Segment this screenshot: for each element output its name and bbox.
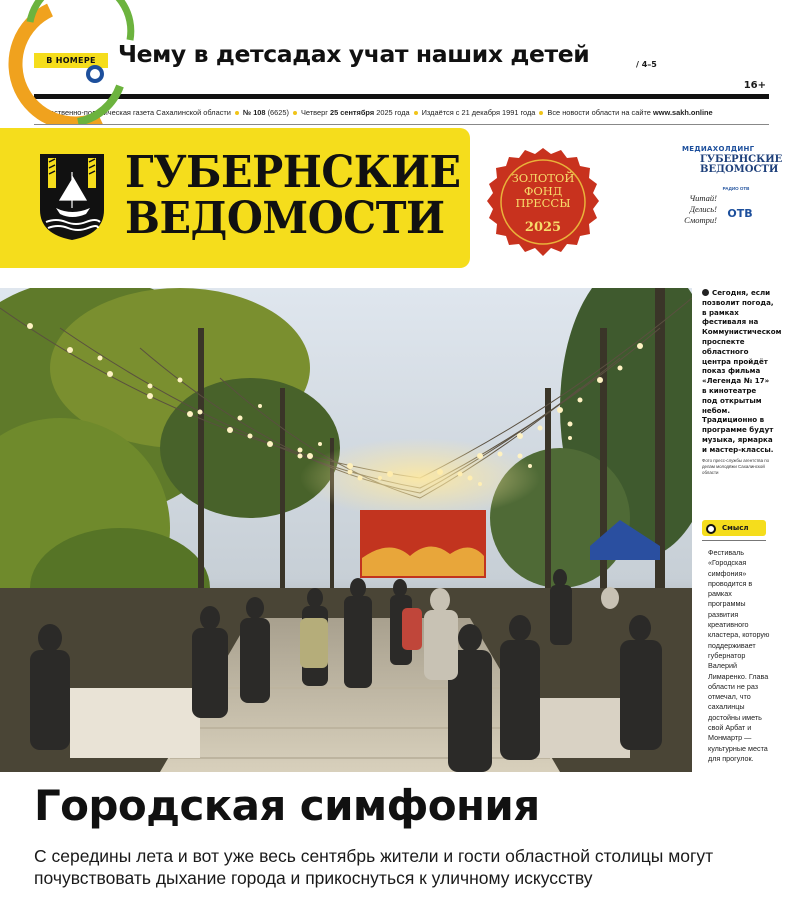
sidebar-lead xyxy=(702,288,782,455)
media-slogan xyxy=(657,193,717,226)
coat-of-arms-icon xyxy=(36,150,108,242)
sense-rule xyxy=(702,540,766,541)
seal-line: ЗОЛОТОЙ xyxy=(511,171,575,185)
media-holding-logo-icon xyxy=(0,0,145,124)
media-name-line: ГУБЕРНСКИЕ xyxy=(700,154,783,165)
seal-text xyxy=(481,172,605,210)
sun-icon xyxy=(702,289,709,296)
bullet-icon xyxy=(235,111,239,115)
sense-label: Смысл xyxy=(702,520,766,536)
slogan-watch: Смотри! xyxy=(684,215,717,225)
article-standfirst: С середины лета и вот уже весь сентябрь жители и гости областной столицы могут почувствовать дыхание города и прикоснуться к уличному искусству xyxy=(34,846,714,888)
masthead-title-line1: ГУБЕРНСКИЕ xyxy=(125,147,461,198)
seal-year: 2025 xyxy=(524,220,562,235)
site-label: Все новости области на сайте xyxy=(547,108,651,117)
issue-number: № 108 xyxy=(242,108,266,117)
info-rule xyxy=(34,124,769,125)
slogan-share: Делись! xyxy=(689,204,717,214)
media-holding-name xyxy=(700,155,782,175)
slogan-read: Читай! xyxy=(689,193,717,203)
otv-text: ОТВ xyxy=(727,207,753,220)
article-headline[interactable]: Городская симфония xyxy=(34,781,540,830)
bullet-icon xyxy=(539,111,543,115)
teaser-title[interactable]: Чему в детсадах учат наших детей xyxy=(118,40,590,68)
weekday: Четверг xyxy=(300,108,328,117)
issue-year: 2025 года xyxy=(376,108,410,117)
newspaper-description: Общественно-политическая газета Сахалинской области xyxy=(34,108,231,117)
site-link[interactable]: www.sakh.online xyxy=(652,108,713,117)
age-rating: 16+ xyxy=(743,80,766,91)
bullet-icon xyxy=(414,111,418,115)
published-since: Издаётся с 21 декабря 1991 года xyxy=(421,108,536,117)
seal-line: ФОНД xyxy=(523,183,563,198)
otv-logo-icon xyxy=(718,202,762,224)
festival-photo xyxy=(0,288,692,772)
radio-label: РАДИО ОТВ xyxy=(722,186,750,191)
sidebar-body: Фестиваль «Городская симфония» проводится в рамках программы развития креативного кластера, которую поддерживает губернатор Валерий Лимаренко. Глава области не раз отмечал, что сахалинцы достойны иметь свой Арбат и Монмартр — культурные места для прогулок. xyxy=(708,548,770,763)
photo-credit: Фото пресс-службы агентства по делам молодёжи Сахалинской области xyxy=(702,457,770,475)
teaser-pages: / 4–5 xyxy=(636,60,657,69)
seal-line: ПРЕССЫ xyxy=(515,196,571,210)
issue-date: 25 сентября xyxy=(329,108,375,117)
sidebar-lead-text: Сегодня, если позволит погода, в рамках фестиваля на Коммунистическом проспекте областного центра пройдёт показ фильма «Легенда № 17» в кинотеатре под открытым небом. Традиционно в программе будут музыка, ярмарка и мастер-классы. xyxy=(702,288,782,454)
media-holding-label: МЕДИАХОЛДИНГ xyxy=(682,145,755,153)
in-issue-badge: В НОМЕРЕ xyxy=(34,53,108,68)
bullet-icon xyxy=(293,111,297,115)
masthead-title-line2: ВЕДОМОСТИ xyxy=(125,193,445,244)
sense-dot-icon xyxy=(706,524,716,534)
sidebar-column xyxy=(702,288,782,476)
issue-total: (6625) xyxy=(267,108,289,117)
media-name-line: ВЕДОМОСТИ xyxy=(700,164,779,175)
